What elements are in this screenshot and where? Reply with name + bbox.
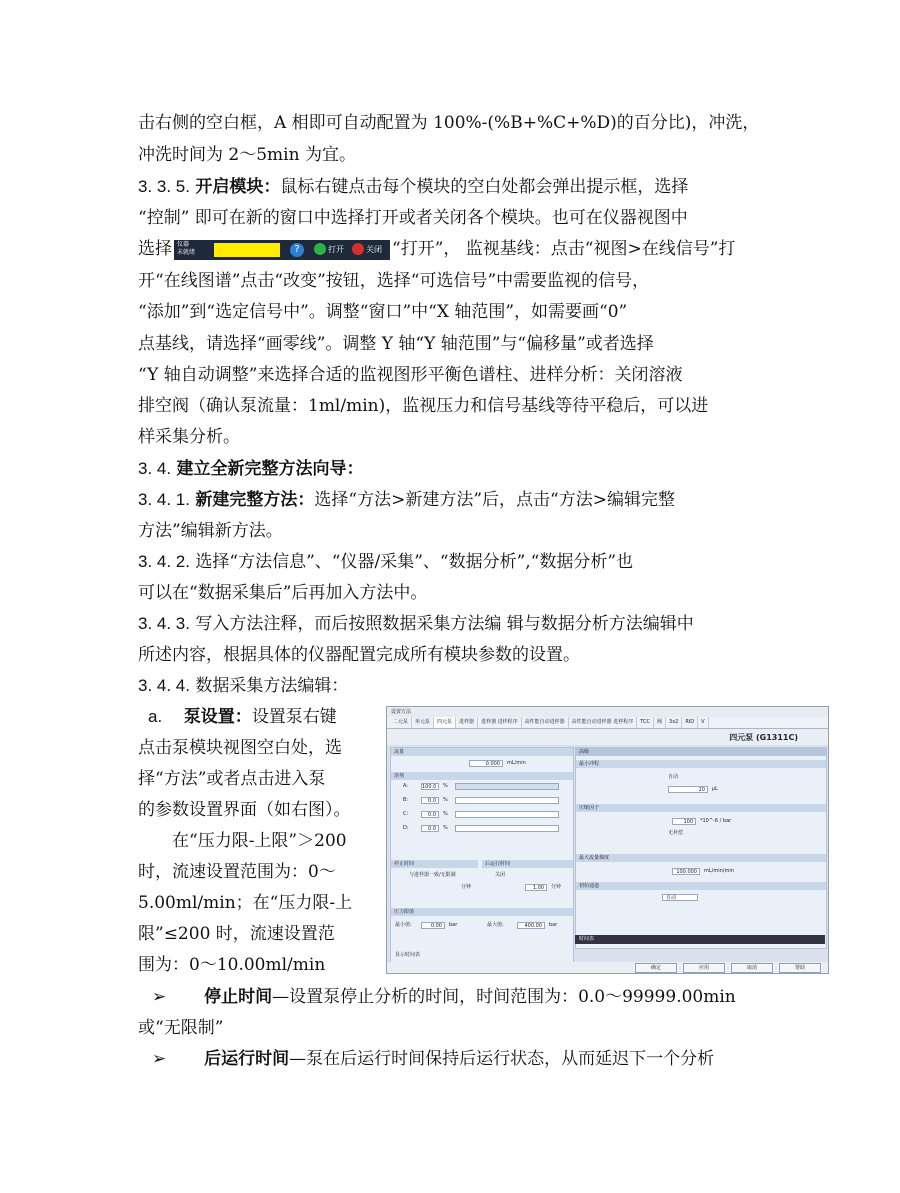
text-line: 的参数设置界面（如右图）。: [138, 800, 351, 820]
text: 选择“方法信息”、“仪器/采集”、“数据分析”,“数据分析”也: [195, 552, 634, 572]
text-line: “Y 轴自动调整”来选择合适的监视图形平衡色谱柱、进样分析：关闭溶液: [138, 365, 683, 385]
section-title: 新建完整方法：: [195, 490, 315, 510]
post-value: 1.00: [525, 884, 547, 891]
module-title: 四元泵 (G1311C): [729, 733, 798, 742]
power-on-icon: 打开: [314, 243, 344, 257]
bullet-title: 停止时间: [204, 987, 273, 1007]
max-flow-section: 最大流量梯度: [576, 854, 826, 862]
stroke-unit: µL: [712, 786, 718, 792]
stroke-value: 20: [668, 786, 708, 793]
solvent-unit: %: [443, 783, 448, 789]
section-3-4-4: [138, 675, 348, 697]
apply-button: 应用: [683, 963, 725, 973]
pressure-unit: bar: [449, 922, 458, 928]
solvent-name: D:: [403, 825, 409, 831]
post-option: 关闭: [495, 872, 506, 878]
flow-unit: mL/min: [507, 760, 526, 766]
text-line: 冲洗时间为 2～5min 为宜。: [138, 145, 356, 165]
solvent-name: A:: [403, 783, 409, 789]
text-line: [138, 238, 735, 260]
tab: TCC: [637, 717, 654, 728]
section-number: 3. 4. 2.: [138, 552, 190, 571]
arrow-bullet-icon: ➢: [152, 987, 167, 1007]
section-number: 3. 4.: [138, 459, 172, 478]
power-off-icon: 关闭: [352, 243, 382, 257]
section-3-4: [138, 458, 364, 480]
solvent-desc: [455, 783, 559, 790]
ok-button: 确定: [635, 963, 677, 973]
solvent-desc: [455, 797, 559, 804]
solvent-value: 0.0: [421, 811, 439, 818]
post-time-section: 后运行时间: [482, 860, 573, 868]
instrument-toolbar-image: [174, 240, 390, 260]
text-line: 点击泵模块视图空白处，选: [138, 738, 342, 758]
section-3-4-3: [138, 613, 694, 635]
text: 设置泵右键: [251, 707, 337, 727]
pressure-max-value: 400.00: [517, 922, 545, 929]
text-line: “添加”到“选定信号中”。调整“窗口”中“X 轴范围”，如需要画“0”: [138, 302, 628, 322]
text-line: 择“方法”或者点击进入泵: [138, 769, 326, 789]
flow-section: 流量: [391, 748, 573, 756]
timetable-bar: 时间表: [575, 935, 825, 944]
section-3-3-5: [138, 176, 688, 198]
text-line: 点基线，请选择“画零线”。调整 Y 轴“Y 轴范围”与“偏移量”或者选择: [138, 334, 654, 354]
tab: 四元泵: [434, 717, 456, 728]
module-tabs: [387, 717, 828, 729]
solvents-section: 溶剂: [391, 772, 573, 780]
section-number: 3. 4. 1.: [138, 490, 190, 509]
item-label: a.: [148, 707, 163, 726]
pressure-unit: bar: [549, 922, 558, 928]
tab: 进样器 进样程序: [478, 717, 522, 728]
tab: 二元泵: [390, 717, 412, 728]
text: 选择“方法>新建方法”后，点击“方法>编辑完整: [314, 490, 675, 510]
text: 鼠标右键点击每个模块的空白处都会弹出提示框，选择: [280, 177, 689, 197]
solvent-unit: %: [443, 811, 448, 817]
pressure-min-label: 最小值:: [395, 922, 412, 928]
section-3-4-2: [138, 551, 633, 573]
solvent-desc: [455, 811, 559, 818]
section-3-4-1: [138, 489, 675, 511]
primary-select: 自动: [662, 894, 698, 901]
text-line: 样采集分析。: [138, 427, 240, 447]
flow-value: 0.000: [469, 760, 503, 767]
text: —设置泵停止分析的时间，时间范围为：0.0～99999.00min: [272, 987, 736, 1007]
window-title: 设置方法: [387, 707, 828, 717]
max-flow-value: 100.000: [672, 868, 700, 875]
text: 数据采集方法编辑：: [195, 676, 349, 696]
cancel-button: 取消: [731, 963, 773, 973]
tab: 高性能自动进样器 进样程序: [569, 717, 638, 728]
help-button: 帮助: [779, 963, 821, 973]
module-header: [387, 729, 828, 745]
post-unit: 分钟: [551, 884, 562, 890]
stop-unit: 分钟: [461, 884, 472, 890]
auto-option: 自动: [668, 774, 679, 780]
section-number: 3. 3. 5.: [138, 177, 190, 196]
text: 写入方法注释，而后按照数据采集方法编 辑与数据分析方法编辑中: [195, 614, 694, 634]
section-title: 开启模块：: [195, 177, 281, 197]
text-line: 排空阀（确认泵流量：1ml/min)，监视压力和信号基线等待平稳后，可以进: [138, 396, 709, 416]
max-flow-unit: mL/min/min: [704, 868, 734, 874]
text-line: 所述内容，根据具体的仪器配置完成所有模块参数的设置。: [138, 645, 580, 665]
text: —泵在后运行时间保持后运行状态，从而延迟下一个分析: [289, 1049, 715, 1069]
advanced-section: 高级: [576, 748, 826, 756]
solvent-unit: %: [443, 825, 448, 831]
compress-section: 压缩因子: [576, 804, 826, 812]
min-stroke-section: 最小冲程: [576, 760, 826, 768]
show-timetable-checkbox: 显示时间表: [395, 952, 421, 958]
tab: 高性能自动进样器: [522, 717, 569, 728]
text: “打开”， 监视基线：点击“视图>在线信号”打: [392, 239, 736, 259]
status-label: 仪器 未就绪: [177, 240, 196, 256]
text-line: 击右侧的空白框，A 相即可自动配置为 100%-(%B+%C+%D)的百分比)，冲洗，: [138, 113, 760, 133]
solvent-desc: [455, 825, 559, 832]
tab: 单元泵: [412, 717, 434, 728]
tab: V: [698, 717, 708, 728]
bullet-title: 后运行时间: [204, 1049, 290, 1069]
pressure-section: 压力限值: [391, 908, 573, 916]
pressure-min-value: 0.00: [421, 922, 445, 929]
section-number: 3. 4. 4.: [138, 676, 190, 695]
text-line: 围为：0～10.00ml/min: [138, 955, 326, 975]
dialog-footer: [387, 962, 828, 973]
help-icon: ?: [290, 243, 304, 257]
text-line: 可以在“数据采集后”后再加入方法中。: [138, 583, 428, 603]
pressure-max-label: 最大值:: [487, 922, 504, 928]
text-line: “控制” 即可在新的窗口中选择打开或者关闭各个模块。也可在仪器视图中: [138, 208, 688, 228]
pump-heading: [148, 706, 337, 728]
text-line: 方法”编辑新方法。: [138, 521, 283, 541]
bullet-post-time: [152, 1048, 714, 1070]
tab: 阀: [654, 717, 666, 728]
tab: 3x2: [666, 717, 682, 728]
text-line: 开“在线图谱”点击“改变”按钮，选择“可选信号”中需要监视的信号，: [138, 271, 650, 291]
arrow-bullet-icon: ➢: [152, 1049, 167, 1069]
status-indicator: [214, 243, 280, 257]
text-line: 限”≤200 时，流速设置范: [138, 924, 335, 944]
bullet-stop-time: [152, 986, 736, 1008]
item-title: 泵设置：: [183, 707, 252, 727]
solvent-value: 0.0: [421, 797, 439, 804]
method-setup-screenshot: [386, 706, 829, 974]
solvent-name: B:: [403, 797, 409, 803]
section-number: 3. 4. 3.: [138, 614, 190, 633]
solvent-value: 0.0: [421, 825, 439, 832]
no-comp-option: 无补偿: [668, 830, 684, 836]
text: 选择: [138, 239, 172, 259]
solvent-unit: %: [443, 797, 448, 803]
text-line: 时，流速设置范围为：0～: [138, 862, 336, 882]
solvent-name: C:: [403, 811, 409, 817]
compress-unit: *10^-6 / bar: [700, 818, 732, 824]
compress-value: 100: [672, 818, 696, 825]
text-line: 5.00ml/min；在“压力限-上: [138, 893, 353, 913]
tab: 进样器: [456, 717, 478, 728]
right-panel: [575, 747, 827, 949]
text-line: 或“无限制”: [138, 1018, 224, 1038]
text-line: 在“压力限-上限”＞200: [172, 831, 347, 851]
stop-time-section: 停止时间: [391, 860, 478, 868]
primary-section: 初始通道: [576, 882, 826, 890]
solvent-value: 100.0: [421, 783, 439, 790]
stop-option: 与进样器一致/无限制: [409, 872, 456, 878]
left-panel: [390, 747, 574, 963]
tab: RID: [682, 717, 698, 728]
section-title: 建立全新完整方法向导：: [176, 459, 364, 479]
